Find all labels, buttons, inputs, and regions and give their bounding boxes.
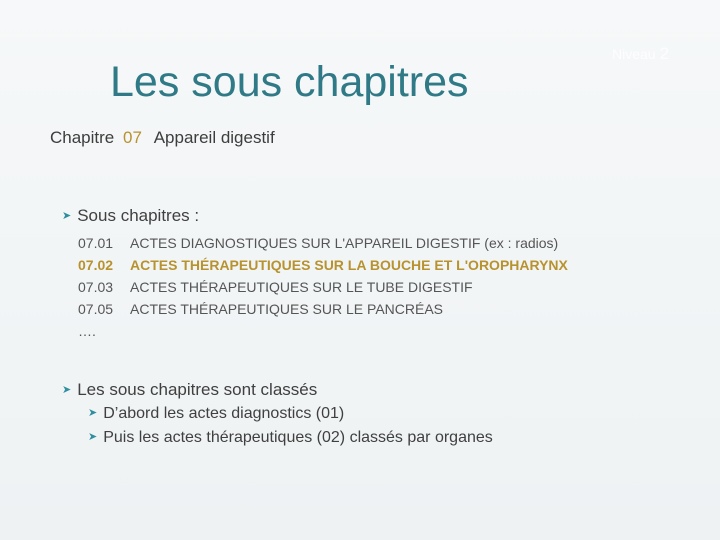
bullet-text: D’abord les actes diagnostics (01) [103,405,345,422]
bullet-arrow-icon: ➤ [62,210,72,222]
chapter-number: 07 [123,128,142,147]
sub-chapter-code: 07.01 [78,235,114,251]
list-item [78,276,568,298]
sub-chapter-code: 07.02 [78,257,114,273]
list-item [78,320,568,342]
sub-chapter-code: 07.05 [78,301,114,317]
level-badge [612,44,669,64]
sub-chapter-text: ACTES THÉRAPEUTIQUES SUR LE PANCRÉAS [130,301,443,317]
list-item [78,298,568,320]
bullet-arrow-icon: ➤ [88,407,98,419]
bullet-arrow-icon: ➤ [88,431,98,443]
bullet-classes [62,380,317,400]
list-item [78,254,568,276]
sub-bullet-diagnostics [88,405,344,423]
sub-chapter-list [78,232,568,342]
sub-chapter-text: ACTES THÉRAPEUTIQUES SUR LA BOUCHE ET L'OROPHARYNX [130,257,568,273]
sub-chapter-code: 07.03 [78,279,114,295]
bullet-arrow-icon: ➤ [62,384,72,396]
bullet-sous-chapitres [62,206,199,226]
sub-chapter-text: ACTES DIAGNOSTIQUES SUR L'APPAREIL DIGESTIF (ex : radios) [130,235,559,251]
sub-bullet-therapeutiques [88,429,493,447]
sub-chapter-text: ACTES THÉRAPEUTIQUES SUR LE TUBE DIGESTIF [130,279,473,295]
sub-chapter-code: …. [78,323,96,339]
bullet-text: Sous chapitres : [77,206,200,225]
list-item [78,232,568,254]
chapter-prefix: Chapitre [50,128,115,147]
level-number: 2 [659,44,670,63]
level-label: Niveau [612,46,656,62]
chapter-name: Appareil digestif [153,128,275,147]
bullet-text: Puis les actes thérapeutiques (02) classés par organes [103,429,493,446]
slide-title: Les sous chapitres [110,58,469,106]
bullet-text: Les sous chapitres sont classés [77,380,318,399]
chapter-line [50,128,275,148]
